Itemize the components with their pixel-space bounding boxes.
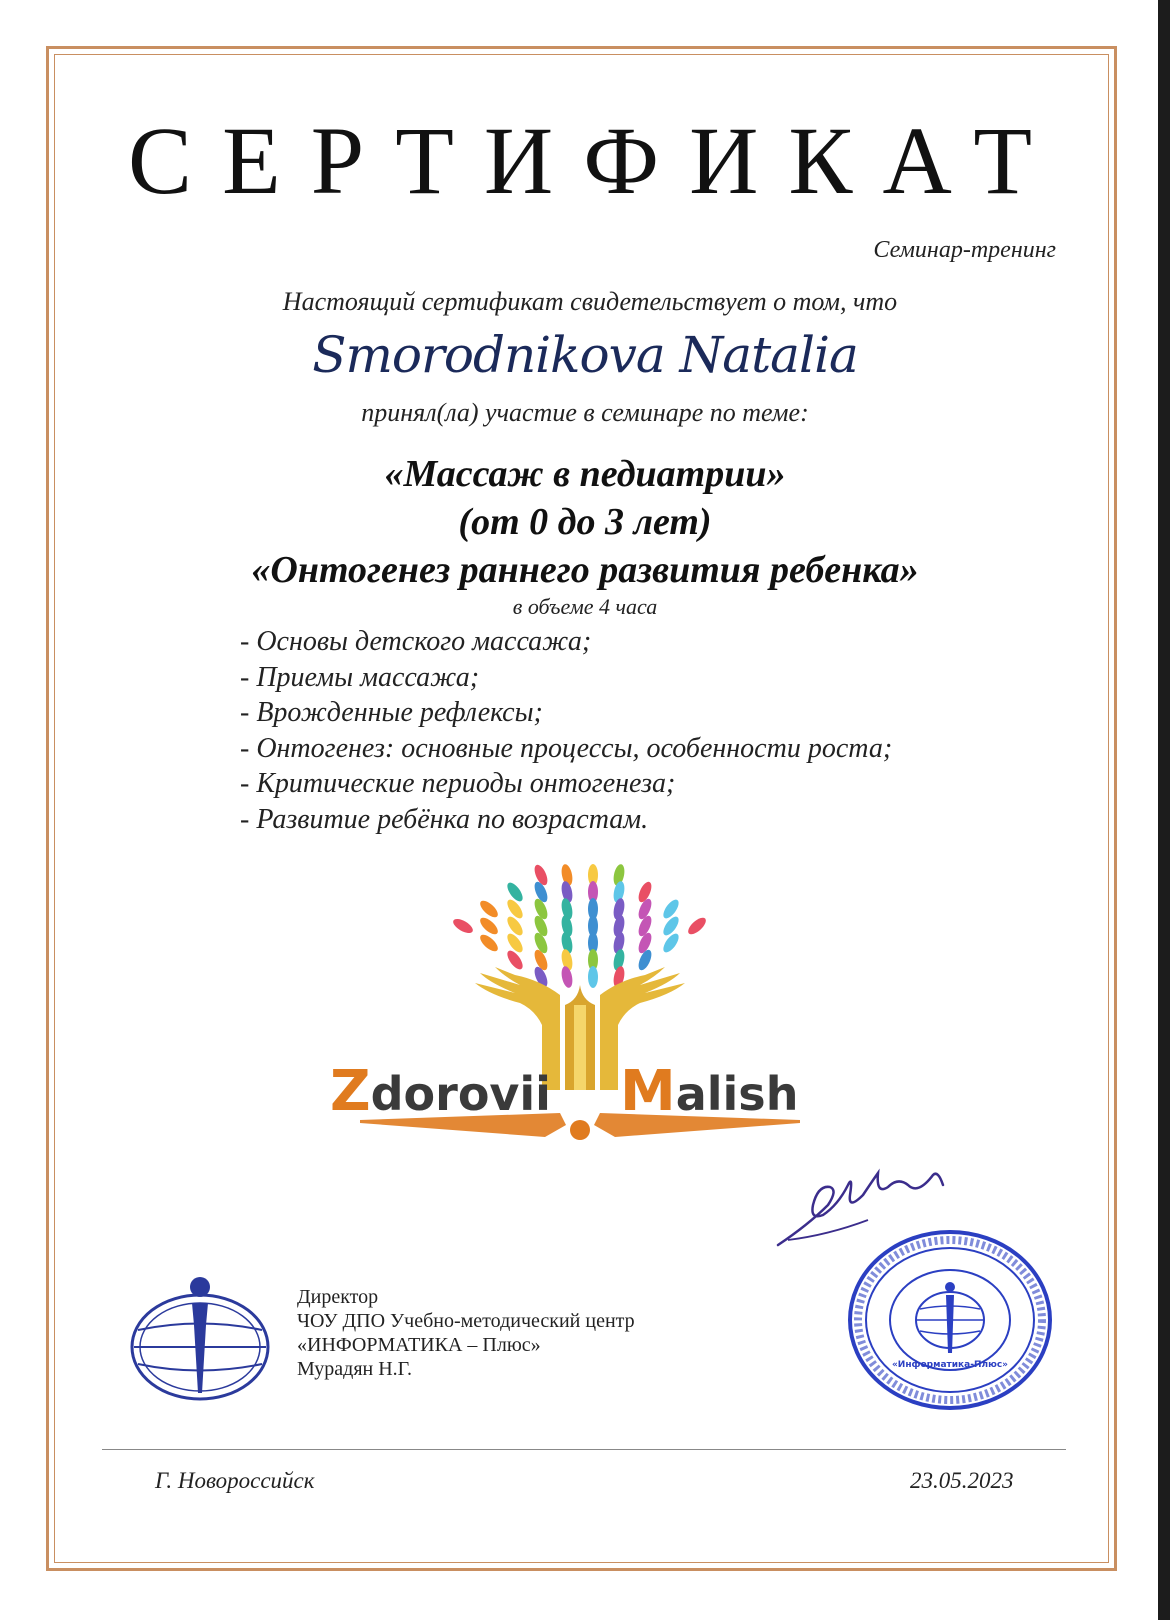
leaf-shape bbox=[588, 966, 598, 988]
brand-initial-m: M bbox=[620, 1059, 676, 1124]
leaf-shape bbox=[636, 948, 654, 972]
volume-text: в объеме 4 часа bbox=[512, 594, 658, 619]
topic-line-2: (от 0 до 3 лет) bbox=[458, 501, 712, 543]
intro-text: Настоящий сертификат свидетельствует о том, что bbox=[282, 287, 898, 316]
seminar-topic bbox=[0, 450, 1170, 594]
participation-text: принял(ла) участие в семинаре по теме: bbox=[361, 398, 809, 427]
leaf-shape bbox=[660, 914, 681, 938]
zdorovii-malish-logo bbox=[330, 855, 830, 1175]
leaf-shape bbox=[504, 897, 525, 921]
topics-list bbox=[240, 624, 892, 837]
leaf-shape bbox=[477, 932, 500, 954]
signatory-name: Мурадян Н.Г. bbox=[297, 1358, 412, 1380]
signatory-org-line-1: ЧОУ ДПО Учебно-методический центр bbox=[297, 1310, 635, 1332]
signatory-role: Директор bbox=[297, 1286, 379, 1308]
brand-word-1: dorovii bbox=[370, 1067, 551, 1121]
list-item: - Развитие ребёнка по возрастам. bbox=[240, 803, 649, 835]
leaf-shape bbox=[477, 898, 500, 920]
seal-center-text: «Информатика-Плюс» bbox=[891, 1360, 1009, 1370]
topic-line-1: «Массаж в педиатрии» bbox=[384, 453, 786, 495]
leaf-shape bbox=[660, 897, 681, 921]
leaf-shape bbox=[504, 948, 525, 972]
topic-line-3: «Онтогенез раннего развития ребенка» bbox=[251, 549, 919, 591]
participant-name: Smorodnikova Natalia bbox=[312, 326, 858, 384]
list-item: - Приемы массажа; bbox=[240, 661, 480, 693]
leaf-shape bbox=[477, 915, 500, 937]
list-item: - Врожденные рефлексы; bbox=[240, 697, 543, 728]
brand-initial-z: Z bbox=[330, 1059, 371, 1124]
informatika-logo-icon bbox=[128, 1275, 272, 1407]
leaf-shape bbox=[504, 880, 525, 904]
leaf-shape bbox=[660, 931, 681, 955]
seminar-type: Семинар-тренинг bbox=[873, 237, 1056, 263]
leaf-shape bbox=[504, 914, 525, 938]
footer-city: Г. Новороссийск bbox=[155, 1468, 315, 1493]
certificate-title: СЕРТИФИКАТ bbox=[128, 107, 1062, 214]
footer-divider bbox=[102, 1449, 1066, 1450]
footer-date: 23.05.2023 bbox=[910, 1468, 1014, 1493]
list-item: - Основы детского массажа; bbox=[240, 626, 592, 657]
list-item: - Критические периоды онтогенеза; bbox=[240, 768, 676, 799]
signatory-org-line-2: «ИНФОРМАТИКА – Плюс» bbox=[297, 1334, 541, 1356]
leaf-shape bbox=[560, 965, 574, 989]
svg-text:Malish bbox=[620, 1059, 798, 1124]
round-seal-icon bbox=[845, 1225, 1055, 1415]
leaf-shape bbox=[451, 916, 475, 936]
list-item: - Онтогенез: основные процессы, особенности роста; bbox=[240, 732, 893, 764]
leaf-shape bbox=[504, 931, 525, 955]
brand-word-2: alish bbox=[675, 1067, 799, 1121]
leaf-shape bbox=[685, 915, 708, 937]
svg-text:Zdorovii bbox=[330, 1059, 551, 1124]
signatory-block bbox=[297, 1285, 635, 1381]
